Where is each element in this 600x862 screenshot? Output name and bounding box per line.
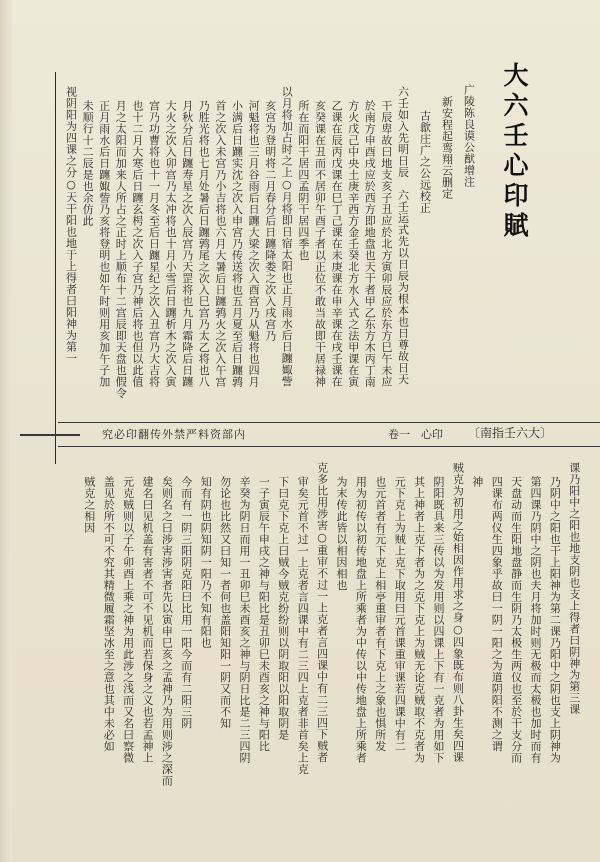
margin-rule bbox=[55, 72, 56, 464]
bottom-text-column: 四课布两仪生四象乎故曰一阴一阳之为道阴阳不测之谓 bbox=[490, 476, 504, 752]
bottom-text-column: 用为初传以初传地盘上所乘者为中传以中传地盘上所乘者 bbox=[354, 476, 368, 764]
top-text-column: 亥癸课在丑而不居卯午酉子者以正位不敢当故即干居禄神 bbox=[313, 100, 327, 388]
top-text-column: 干辰卑故曰地支亥子丑应於北方寅卯辰应於东方巳午未应 bbox=[379, 100, 393, 388]
bottom-text-column: 课乃阳中之阳也地支阴也支上得者曰阴神为第三课 bbox=[567, 462, 581, 715]
bottom-text-column: 克多比用涉害○重审不过一上克者言四课中有二三四下贼者 bbox=[315, 462, 329, 763]
top-text-column: 乃胜光将也七月处暑后日躔鹑尾之次入巳宫乃太乙将也八 bbox=[197, 100, 211, 388]
author-line-2: 新安程起鸾翔云删定 bbox=[440, 96, 454, 200]
bottom-text-column: 也元首者有元下克上相亭重审者有下克上之象也惧所发 bbox=[373, 476, 387, 752]
bottom-text-column: 贼克为初用之始相因作用求之身○四象既布则八卦生矣四课 bbox=[451, 462, 465, 763]
top-text-column: 也十二月大寒后日躔玄枵之次入子宫乃神后将也但以此值 bbox=[130, 100, 144, 388]
top-text-column: 正月雨水后日躔娵訾乃亥将登明也如午时则用亥加午子加 bbox=[97, 100, 111, 388]
bottom-text-column: 乃阴中之阳也干上阳神为第二课乃阳中之阴也支上阴神为 bbox=[548, 476, 562, 764]
footer-rule-bottom bbox=[58, 446, 600, 447]
bottom-text-column: 神 bbox=[470, 476, 484, 488]
top-text-column: 六壬如入先明日辰 六壬运式先以日辰为根本也日尊故日天 bbox=[396, 86, 410, 385]
top-text-column: 未顺行十二辰是也余仿此 bbox=[81, 100, 95, 227]
bottom-text-column: 建名曰见机盖有害者不可不见机而若保身之义也若孟神上 bbox=[140, 476, 154, 764]
bottom-text-column: 一子寅辰午申戌之神与阳比是丑卯巳未酉亥之神与阳比 bbox=[257, 476, 271, 752]
bottom-text-column: 为末传此皆以相因相也 bbox=[334, 476, 348, 591]
bottom-text-column: 勿论也比然又曰知一者何也盖阳知阳一阴又而不知 bbox=[218, 476, 232, 729]
bottom-text-column: 矣则名之曰涉害涉害者先以寅申巳亥之孟神乃为用则涉之深而 bbox=[160, 476, 174, 787]
footer-rule-top bbox=[58, 422, 600, 423]
footer-dash bbox=[20, 434, 80, 436]
bottom-text-column: 贼克之相因 bbox=[82, 476, 96, 534]
bottom-text-column: 天盘动而生阳地盘静而生阴乃太极生两仪也至於干支分而 bbox=[509, 476, 523, 764]
top-text-column: 宫乃功曹将也十一月冬至后日躔星纪之次入丑宫乃大吉将 bbox=[147, 100, 161, 388]
top-text-column: 乙课在辰丙戊课在巳丁己课在未庚课在申辛课在戌壬课在 bbox=[330, 100, 344, 388]
author-line-1: 广陵陈良谟公猷增注 bbox=[462, 84, 476, 188]
bottom-text-column: 元克贼则以子午卯酉上乘之神为用此涉之浅而又名曰察微 bbox=[121, 476, 135, 764]
top-text-column: 方火戊己中央土庚辛西方金壬癸北方水入式之法甲课在寅 bbox=[346, 100, 360, 388]
top-text-column: 月之太阳而加来人所占之正时上顺布十二宫辰即天盘也假令 bbox=[114, 100, 128, 399]
author-line-3: 古歙庄广之公远校正 bbox=[418, 110, 432, 214]
page-edge bbox=[0, 0, 12, 862]
top-text-column: 於南方申酉戌应於西方即地盘也天干者甲乙东方木丙丁南 bbox=[363, 100, 377, 388]
bottom-text-column: 下曰克下克上曰贼今贼克纷纷则以阴取阳以阳取阴是 bbox=[276, 476, 290, 741]
bottom-text-column: 知有阴也阴知阴一阳乃不知有阳也 bbox=[199, 476, 213, 649]
top-text-column: 以月将加占时之上○月将即日宿太阳也正月雨水后日躔娵訾 bbox=[280, 86, 294, 387]
top-text-column: 河魁将也三月谷雨后日躔大梁之次入酉宫乃从魁将也四月 bbox=[247, 100, 261, 388]
top-text-column: 视阴阳为四课之分○天干阳也地于上得者曰阳神为第一 bbox=[64, 86, 78, 364]
top-text-column: 首之次入未宫乃小吉将也六月大暑后日躔鹑火之次入午宫 bbox=[213, 100, 227, 388]
bottom-text-column: 盖见於所不可不究其精微履霜坚冰至之意也其中未必如 bbox=[102, 476, 116, 752]
bottom-text-column: 辛癸为阴日而用一丑卯巳未酉亥之神与阴日比是二三四阴 bbox=[237, 476, 251, 764]
publisher-notice: 究必印翻传外禁严料资部内 bbox=[102, 428, 246, 441]
bottom-text-column: 元下克上为贼上克下取用曰元首课重审课若四课中有二 bbox=[393, 476, 407, 752]
bottom-text-column: 其上神者上克下者为之克下克上为贼无论克贼取不克者为 bbox=[412, 476, 426, 764]
book-title: 大六壬心印賦 bbox=[500, 62, 529, 242]
top-text-column: 大火之次入卯宫乃太冲将也十月小雪后日躔析木之次入寅 bbox=[164, 100, 178, 388]
bottom-text-column: 今而有一阴三阳阴克阳曰比用一阳今而有二阳三阴 bbox=[179, 476, 193, 729]
bottom-text-column: 审矣元首不过一上克者言四课中有二三四上克者非首矣上克 bbox=[296, 476, 310, 775]
top-text-column: 小满后日躔实沈之次入申宫乃传送将也五月夏至后日躔鹑 bbox=[230, 100, 244, 388]
bottom-text-column: 阴阳既具来三传以为发用则以四课上下有一克者为用如下 bbox=[431, 476, 445, 764]
bottom-text-column: 第四课乃阴中之阴也夫月将加时则无极而太极也加时而有 bbox=[528, 476, 542, 764]
running-head: 卷一 心印 bbox=[388, 428, 443, 441]
top-text-column: 月秋分后日躔寿星之次入辰宫乃天罡将也九月霜降后日躔 bbox=[180, 100, 194, 388]
top-text-column: 所在而阳干居四孟阴干居四季也 bbox=[296, 100, 310, 261]
top-text-column: 亥宫为登明将二月春分后日躔降娄之次入戌宫乃 bbox=[263, 100, 277, 342]
series-title: 〔南指壬六大〕 bbox=[468, 426, 553, 440]
